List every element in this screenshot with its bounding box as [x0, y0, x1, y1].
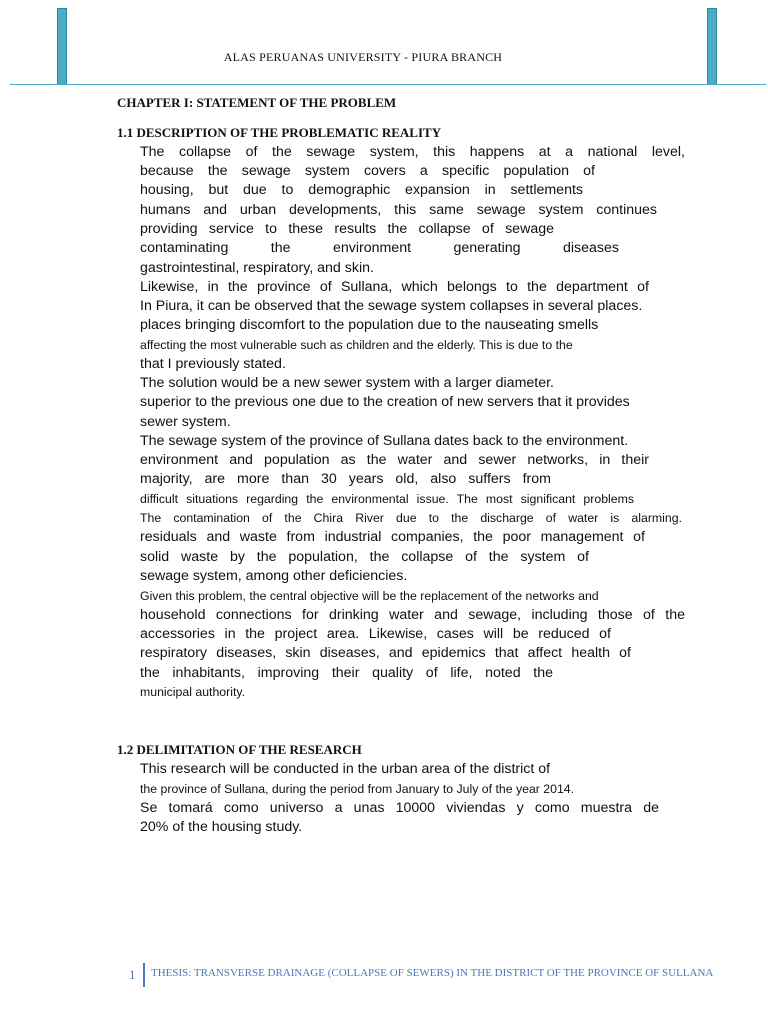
- paragraph-line: respiratory diseases, skin diseases, and epidemics that affect health of: [140, 645, 631, 661]
- paragraph-line: that I previously stated.: [140, 356, 286, 372]
- paragraph-line: accessories in the project area. Likewise, cases will be reduced of: [140, 626, 611, 642]
- paragraph-line: sewage system, among other deficiencies.: [140, 568, 408, 584]
- paragraph-line: the inhabitants, improving their quality of life, noted the: [140, 665, 553, 681]
- paragraph-line: Se tomará como universo a unas 10000 viviendas y como muestra de: [140, 800, 659, 816]
- paragraph-line: The solution would be a new sewer system with a larger diameter.: [140, 375, 554, 391]
- paragraph-line: housing, but due to demographic expansion in settlements: [140, 182, 583, 198]
- header-divider: [10, 84, 766, 85]
- header-title: ALAS PERUANAS UNIVERSITY - PIURA BRANCH: [223, 50, 503, 64]
- paragraph-line: because the sewage system covers a specific population of: [140, 163, 595, 179]
- paragraph-line: difficult situations regarding the environmental issue. The most significant problems: [140, 492, 634, 506]
- paragraph-line: This research will be conducted in the urban area of the district of: [140, 761, 551, 777]
- paragraph-line: sewer system.: [140, 414, 231, 430]
- paragraph-line: superior to the previous one due to the creation of new servers that it provides: [140, 394, 630, 410]
- paragraph-line: household connections for drinking water and sewage, including those of the: [140, 607, 685, 623]
- footer-thesis-title: THESIS: TRANSVERSE DRAINAGE (COLLAPSE OF SEWERS) IN THE DISTRICT OF THE PROVINCE OF SULLANA: [151, 967, 714, 979]
- paragraph-line: 20% of the housing study.: [140, 819, 303, 835]
- paragraph-line: The contamination of the Chira River due to the discharge of water is alarming.: [140, 511, 682, 525]
- page-number: 1: [129, 967, 136, 982]
- section-1-heading: 1.1 DESCRIPTION OF THE PROBLEMATIC REALITY: [117, 125, 442, 140]
- paragraph-line: The sewage system of the province of Sullana dates back to the environment.: [140, 433, 629, 449]
- footer-divider: [143, 963, 145, 987]
- paragraph-line: places bringing discomfort to the population due to the nauseating smells: [140, 317, 599, 333]
- paragraph-line: Given this problem, the central objective will be the replacement of the networks and: [140, 589, 599, 603]
- section-2-heading: 1.2 DELIMITATION OF THE RESEARCH: [117, 742, 362, 757]
- paragraph-line: gastrointestinal, respiratory, and skin.: [140, 260, 374, 276]
- paragraph-line: The collapse of the sewage system, this happens at a national level,: [140, 144, 685, 160]
- header-accent-bar-right: [707, 8, 717, 85]
- paragraph-line: residuals and waste from industrial companies, the poor management of: [140, 529, 645, 545]
- paragraph-line: contaminating the environment generating diseases: [140, 240, 619, 256]
- paragraph-line: humans and urban developments, this same sewage system continues: [140, 202, 657, 218]
- paragraph-line: majority, are more than 30 years old, also suffers from: [140, 471, 551, 487]
- chapter-title: CHAPTER I: STATEMENT OF THE PROBLEM: [117, 95, 397, 110]
- paragraph-line: solid waste by the population, the collapse of the system of: [140, 549, 589, 565]
- paragraph-line: affecting the most vulnerable such as children and the elderly. This is due to the: [140, 338, 573, 352]
- paragraph-line: municipal authority.: [140, 685, 246, 699]
- paragraph-line: Likewise, in the province of Sullana, which belongs to the department of: [140, 279, 649, 295]
- paragraph-line: In Piura, it can be observed that the sewage system collapses in several places.: [140, 298, 643, 314]
- paragraph-line: the province of Sullana, during the period from January to July of the year 2014.: [140, 782, 575, 796]
- paragraph-line: environment and population as the water and sewer networks, in their: [140, 452, 649, 468]
- header-accent-bar-left: [57, 8, 67, 85]
- paragraph-line: providing service to these results the collapse of sewage: [140, 221, 554, 237]
